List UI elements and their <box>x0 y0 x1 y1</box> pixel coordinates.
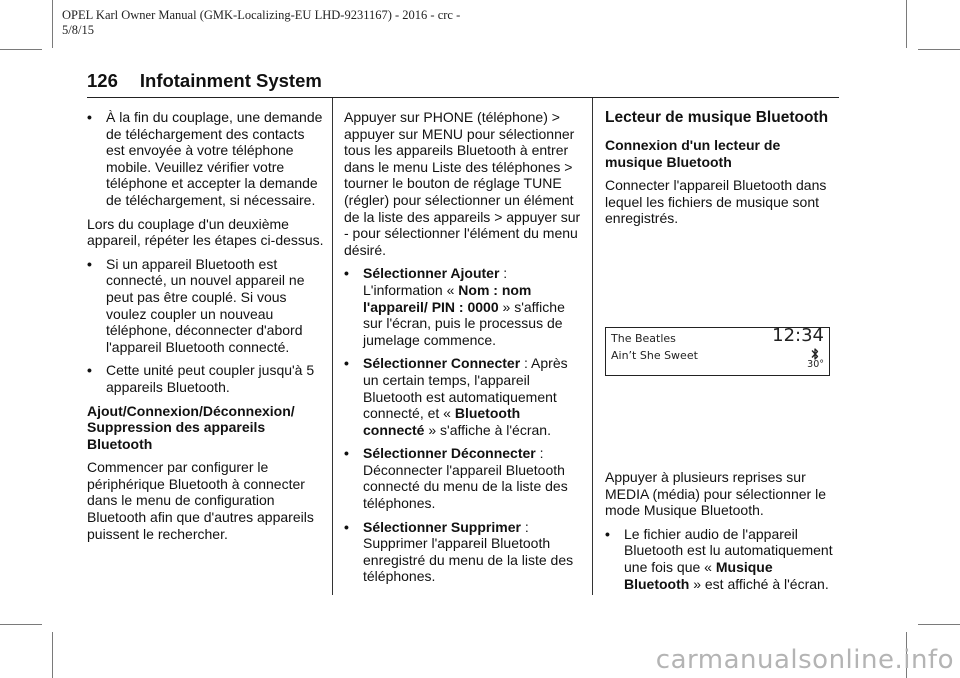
list-item-text <box>363 519 582 585</box>
crop-mark <box>906 0 907 48</box>
option-label: Sélectionner Déconnecter <box>363 445 536 462</box>
bullet-mark: • <box>605 525 610 542</box>
bullet-mark: • <box>87 362 92 379</box>
list-item <box>344 519 582 585</box>
paragraph: Appuyer à plusieurs reprises sur MEDIA (média) pour sélectionner le mode Musique Bluetooth. <box>605 468 826 519</box>
crop-mark <box>918 624 960 625</box>
text-run: » est affiché à l'écran. <box>689 575 829 592</box>
bullet-mark: • <box>344 265 349 282</box>
watermark: carmanualsonline.info <box>655 645 954 675</box>
option-label: Sélectionner Ajouter <box>363 265 500 282</box>
bullet-mark: • <box>344 445 349 462</box>
text-run: : Supprimer l'appareil Bluetooth enregistré du menu de la liste des téléphones. <box>363 518 574 585</box>
radio-display <box>605 324 830 376</box>
text-run: Le fichier audio de l'appareil Bluetooth est lu automatiquement une fois que « <box>624 525 833 575</box>
column-divider <box>592 98 593 595</box>
display-clock: 12:34 <box>772 324 824 346</box>
text-run: » s'affiche à l'écran. <box>424 421 551 438</box>
list-item-text: Cette unité peut coupler jusqu'à 5 appareils Bluetooth. <box>106 362 315 395</box>
option-label: Sélectionner Connecter <box>363 355 521 372</box>
display-temperature: 30° <box>807 359 824 371</box>
list-item <box>605 526 841 592</box>
bullet-mark: • <box>344 355 349 372</box>
crop-mark <box>0 624 42 625</box>
page-number: 126 <box>87 70 118 91</box>
section-title: Infotainment System <box>139 70 322 91</box>
paragraph: Appuyer sur PHONE (téléphone) > appuyer sur MENU pour sélectionner tous les appareils Bluetooth à entrer dans le menu Liste des téléphones > tourner le bouton de réglage TUNE (régler) pour sélectionner un élément de la liste des appareils > appuyer sur - pour sélectionner l'élément du menu désiré. <box>344 109 581 258</box>
list-item-text: Si un appareil Bluetooth est connecté, un nouvel appareil ne peut pas être couplé. Si vous voulez coupler un nouveau téléphone, déconnecter d'abord l'appareil Bluetooth connecté. <box>106 255 305 355</box>
display-track: Ain’t She Sweet <box>611 348 698 362</box>
text-run: » s'affiche sur l'écran, puis le processus de jumelage commence. <box>363 298 565 348</box>
paragraph: Commencer par configurer le périphérique Bluetooth à connecter dans le menu de configuration Bluetooth afin que d'autres appareils puissent le rechercher. <box>87 459 314 542</box>
crop-mark <box>918 49 960 50</box>
column-divider <box>332 98 333 595</box>
bullet-mark: • <box>344 518 349 535</box>
text-run: : Après un certain temps, l'appareil Bluetooth est automatiquement connecté, et « <box>363 355 568 422</box>
document-header-line: OPEL Karl Owner Manual (GMK-Localizing-EU LHD-9231167) - 2016 - crc - <box>62 8 461 22</box>
page-heading <box>87 70 322 92</box>
paragraph: Connecter l'appareil Bluetooth dans lequel les fichiers de musique sont enregistrés. <box>605 177 827 227</box>
list-item <box>344 445 582 511</box>
list-item <box>87 362 327 395</box>
heading-rule <box>87 97 839 98</box>
list-item-text: À la fin du couplage, une demande de téléchargement des contacts est envoyée à votre téléphone mobile. Veuillez vérifier votre téléphone et accepter la demande de téléchargement, si nécessaire. <box>106 109 323 208</box>
list-item <box>87 256 327 356</box>
crop-mark <box>0 49 42 50</box>
list-item <box>87 109 327 209</box>
list-item-text <box>363 355 582 438</box>
text-run: : L'information « <box>363 265 508 298</box>
display-artist: The Beatles <box>611 331 676 345</box>
list-item <box>344 355 582 438</box>
list-item-text <box>624 526 841 592</box>
list-item <box>344 265 582 348</box>
crop-mark <box>52 0 53 48</box>
subheading: Ajout/Connexion/Déconnexion/ Suppression des appareils Bluetooth <box>87 402 295 452</box>
document-header <box>62 8 460 38</box>
text-run: : Déconnecter l'appareil Bluetooth connecté du menu de la liste des téléphones. <box>363 445 568 512</box>
bullet-mark: • <box>87 109 92 125</box>
screen-message: Nom : nom l'appareil/ PIN : 0000 <box>363 281 532 315</box>
subheading: Connexion d'un lecteur de musique Bluetooth <box>605 137 781 170</box>
paragraph: Lors du couplage d'un deuxième appareil, répéter les étapes ci-dessus. <box>87 215 324 249</box>
option-label: Sélectionner Supprimer <box>363 518 521 535</box>
section-heading: Lecteur de musique Bluetooth <box>605 109 829 126</box>
display-figure <box>605 234 841 469</box>
column-1 <box>87 109 327 549</box>
list-item-text <box>363 265 582 348</box>
column-3 <box>605 109 841 599</box>
screen-message: Musique Bluetooth <box>624 558 773 592</box>
bullet-mark: • <box>87 255 92 272</box>
crop-mark <box>52 632 53 678</box>
screen-message: Bluetooth connecté <box>363 405 521 438</box>
document-header-date: 5/8/15 <box>62 23 94 37</box>
list-item-text <box>363 445 582 511</box>
column-2 <box>344 109 582 592</box>
